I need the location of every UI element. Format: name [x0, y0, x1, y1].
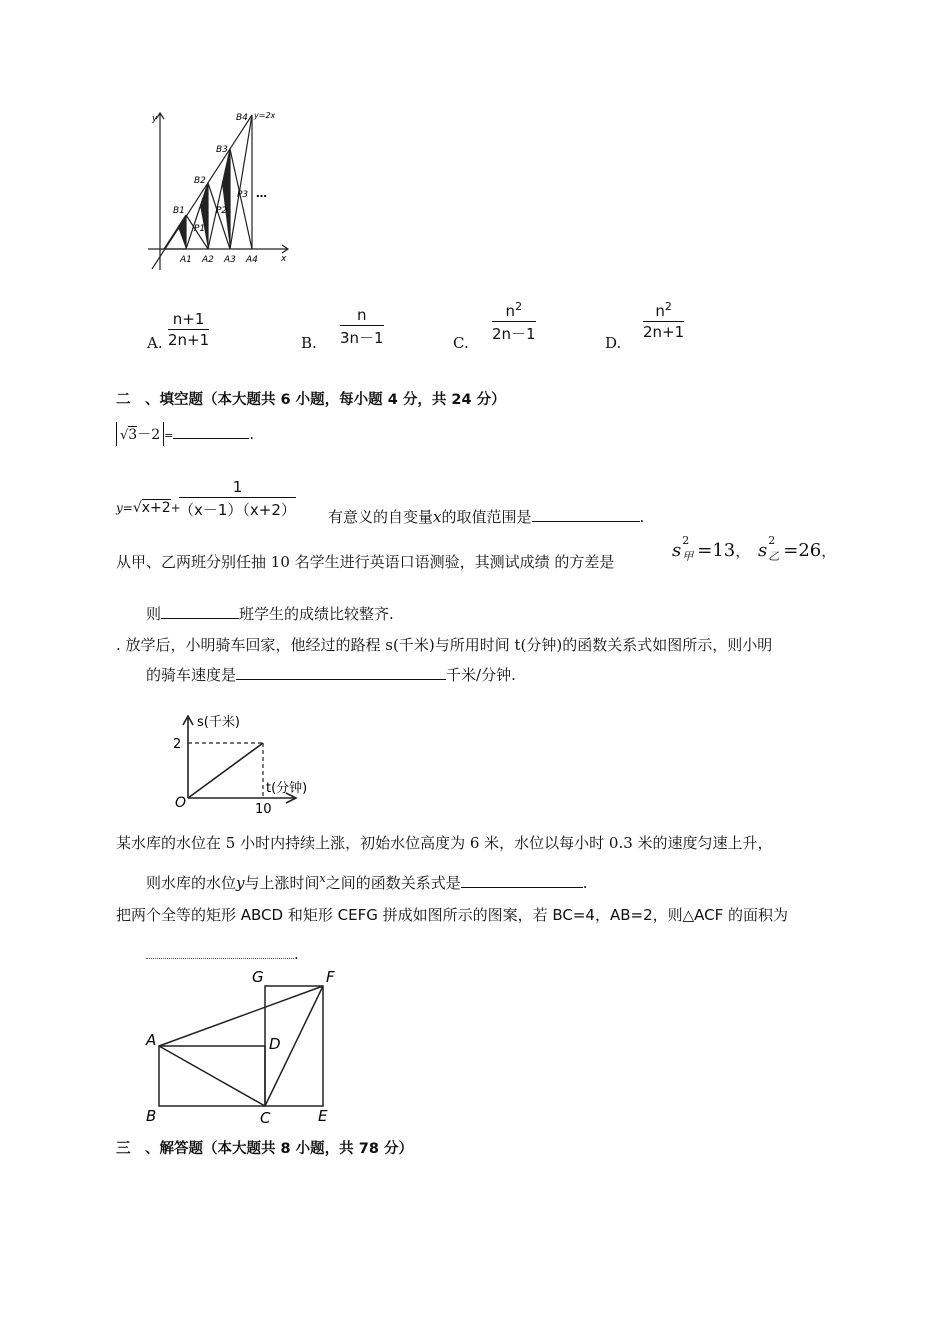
- option-c-num: n: [505, 302, 516, 320]
- q1-equals: =: [164, 429, 174, 442]
- q3-sub1: 甲: [682, 550, 694, 563]
- question-1: √3－2 = .: [116, 422, 254, 446]
- q4-answer-blank[interactable]: [236, 665, 446, 680]
- label-b4: B4: [236, 113, 248, 123]
- option-a-num: n+1: [168, 310, 209, 330]
- q3-comma1: ，: [735, 542, 751, 560]
- q3-comma2: ，: [821, 542, 837, 560]
- q3-sup2: 2: [768, 534, 776, 547]
- q5-text-b: 与上涨时间: [244, 874, 320, 892]
- q3-val1: =13: [697, 540, 736, 561]
- q2-y: y=: [116, 501, 133, 515]
- q4-line2-post: 千米/分钟.: [446, 666, 516, 684]
- graph-y-label: s(千米): [197, 715, 240, 730]
- q5-end: .: [582, 874, 588, 892]
- x-axis-label: x: [281, 254, 287, 264]
- q2-radicand: x+2: [141, 500, 171, 516]
- q2-fraction: [179, 478, 296, 520]
- q1-radicand: 3: [128, 427, 138, 443]
- label-p2: P2: [216, 206, 228, 216]
- q3-s2: s: [758, 540, 768, 561]
- label-c: C: [260, 1109, 271, 1127]
- q4-line2-pre: 的骑车速度是: [146, 666, 237, 684]
- question-5-line1: 某水库的水位在 5 小时内持续上涨，初始水位高度为 6 米，水位以每小时 0.3 米的速度匀速上升，: [116, 834, 773, 852]
- graph-origin: O: [175, 795, 187, 811]
- label-e: E: [318, 1107, 328, 1125]
- option-c-letter: C.: [453, 334, 469, 352]
- option-a-den: 2n+1: [168, 331, 210, 349]
- q3-s1: s: [672, 540, 682, 561]
- label-b2: B2: [194, 176, 206, 186]
- label-a3: A3: [224, 255, 236, 265]
- option-c-sup: 2: [515, 300, 523, 313]
- option-a-fraction: [168, 310, 209, 349]
- q6-end: .: [294, 945, 299, 963]
- option-b-letter: B.: [301, 334, 317, 352]
- graph-x-tick: 10: [255, 802, 272, 817]
- question-3-line1: [116, 551, 614, 572]
- option-b-num: n: [340, 306, 384, 326]
- q3-val2: =26: [783, 540, 822, 561]
- q2-den: （x－1）（x+2）: [179, 501, 296, 519]
- option-d-fraction: [643, 300, 684, 341]
- option-d-sup: 2: [664, 300, 672, 313]
- label-p3: P3: [237, 190, 249, 200]
- y-axis-label: y: [152, 114, 158, 124]
- q3-answer-blank[interactable]: [161, 604, 239, 619]
- option-d-den: 2n+1: [643, 323, 685, 341]
- label-p1: P1: [194, 224, 206, 234]
- line-label: y=2x: [254, 111, 276, 120]
- q3-variances: [672, 534, 837, 563]
- question-3-line2: [146, 603, 394, 624]
- q5-var-y: y: [236, 874, 245, 892]
- q5-text-a: 则水库的水位: [146, 874, 237, 892]
- figure-rectangles: [140, 965, 350, 1130]
- q3-sub2: 乙: [768, 550, 780, 563]
- option-a-letter: A.: [147, 334, 163, 352]
- question-6-line1: 把两个全等的矩形 ABCD 和矩形 CEFG 拼成如图所示的图案，若 BC=4，AB=2，则△ACF 的面积为: [116, 906, 789, 924]
- question-5-line2: [146, 872, 588, 893]
- label-d: D: [269, 1035, 281, 1053]
- graph-x-label: t(分钟): [266, 781, 308, 796]
- q3-line2-post: 班学生的成绩比较整齐.: [239, 605, 394, 623]
- label-a: A: [146, 1031, 157, 1049]
- q2-num: 1: [179, 478, 296, 498]
- q5-var-x: x: [319, 872, 326, 885]
- q1-rest: －2: [137, 427, 161, 443]
- q1-end: .: [249, 425, 255, 443]
- question-2-text: [328, 506, 644, 527]
- q3-sup1: 2: [682, 534, 690, 547]
- section-2-title: 二 、填空题（本大题共 6 小题，每小题 4 分，共 24 分）: [116, 392, 506, 408]
- q2-answer-blank[interactable]: [532, 507, 640, 522]
- question-6-line2: [146, 944, 299, 963]
- figure-triangles-on-line: [140, 105, 300, 275]
- q2-text: 有意义的自变量: [328, 508, 434, 526]
- q2-end: .: [639, 508, 645, 526]
- q2-text2: 的取值范围是: [441, 508, 532, 526]
- label-a2: A2: [202, 255, 214, 265]
- q3-text: 从甲、乙两班分别任抽 10 名学生进行英语口语测验，其测试成绩 的方差是: [116, 553, 615, 571]
- option-d-num: n: [655, 302, 665, 320]
- q6-answer-blank[interactable]: [146, 944, 294, 959]
- question-4-line2: [146, 664, 516, 685]
- option-b-den: 3n－1: [340, 329, 384, 347]
- label-f: F: [326, 968, 335, 986]
- q5-text-c: 之间的函数关系式是: [325, 874, 461, 892]
- label-a1: A1: [180, 255, 192, 265]
- option-d-letter: D.: [605, 334, 622, 352]
- q3-line2-pre: 则: [146, 605, 162, 623]
- label-b3: B3: [216, 145, 228, 155]
- option-c-fraction: [492, 300, 536, 344]
- q2-var: x: [433, 508, 442, 526]
- q1-answer-blank[interactable]: [173, 424, 249, 439]
- figure-distance-time-graph: [168, 710, 328, 820]
- q2-plus: +: [170, 501, 181, 515]
- question-4-line1: . 放学后，小明骑车回家，他经过的路程 s(千米)与所用时间 t(分钟)的函数关系式如图所示，则小明: [116, 636, 773, 654]
- option-c-den: 2n－1: [492, 325, 536, 343]
- label-b1: B1: [173, 206, 185, 216]
- graph-y-tick: 2: [173, 737, 182, 752]
- section-3-title: 三 、解答题（本大题共 8 小题，共 78 分）: [116, 1141, 413, 1157]
- label-g: G: [252, 968, 264, 986]
- question-2-prefix: y=√x+2+: [116, 500, 181, 516]
- ellipsis: …: [256, 187, 267, 200]
- option-b-fraction: [340, 306, 384, 348]
- label-b: B: [146, 1107, 157, 1125]
- label-a4: A4: [246, 255, 258, 265]
- q5-answer-blank[interactable]: [461, 873, 583, 888]
